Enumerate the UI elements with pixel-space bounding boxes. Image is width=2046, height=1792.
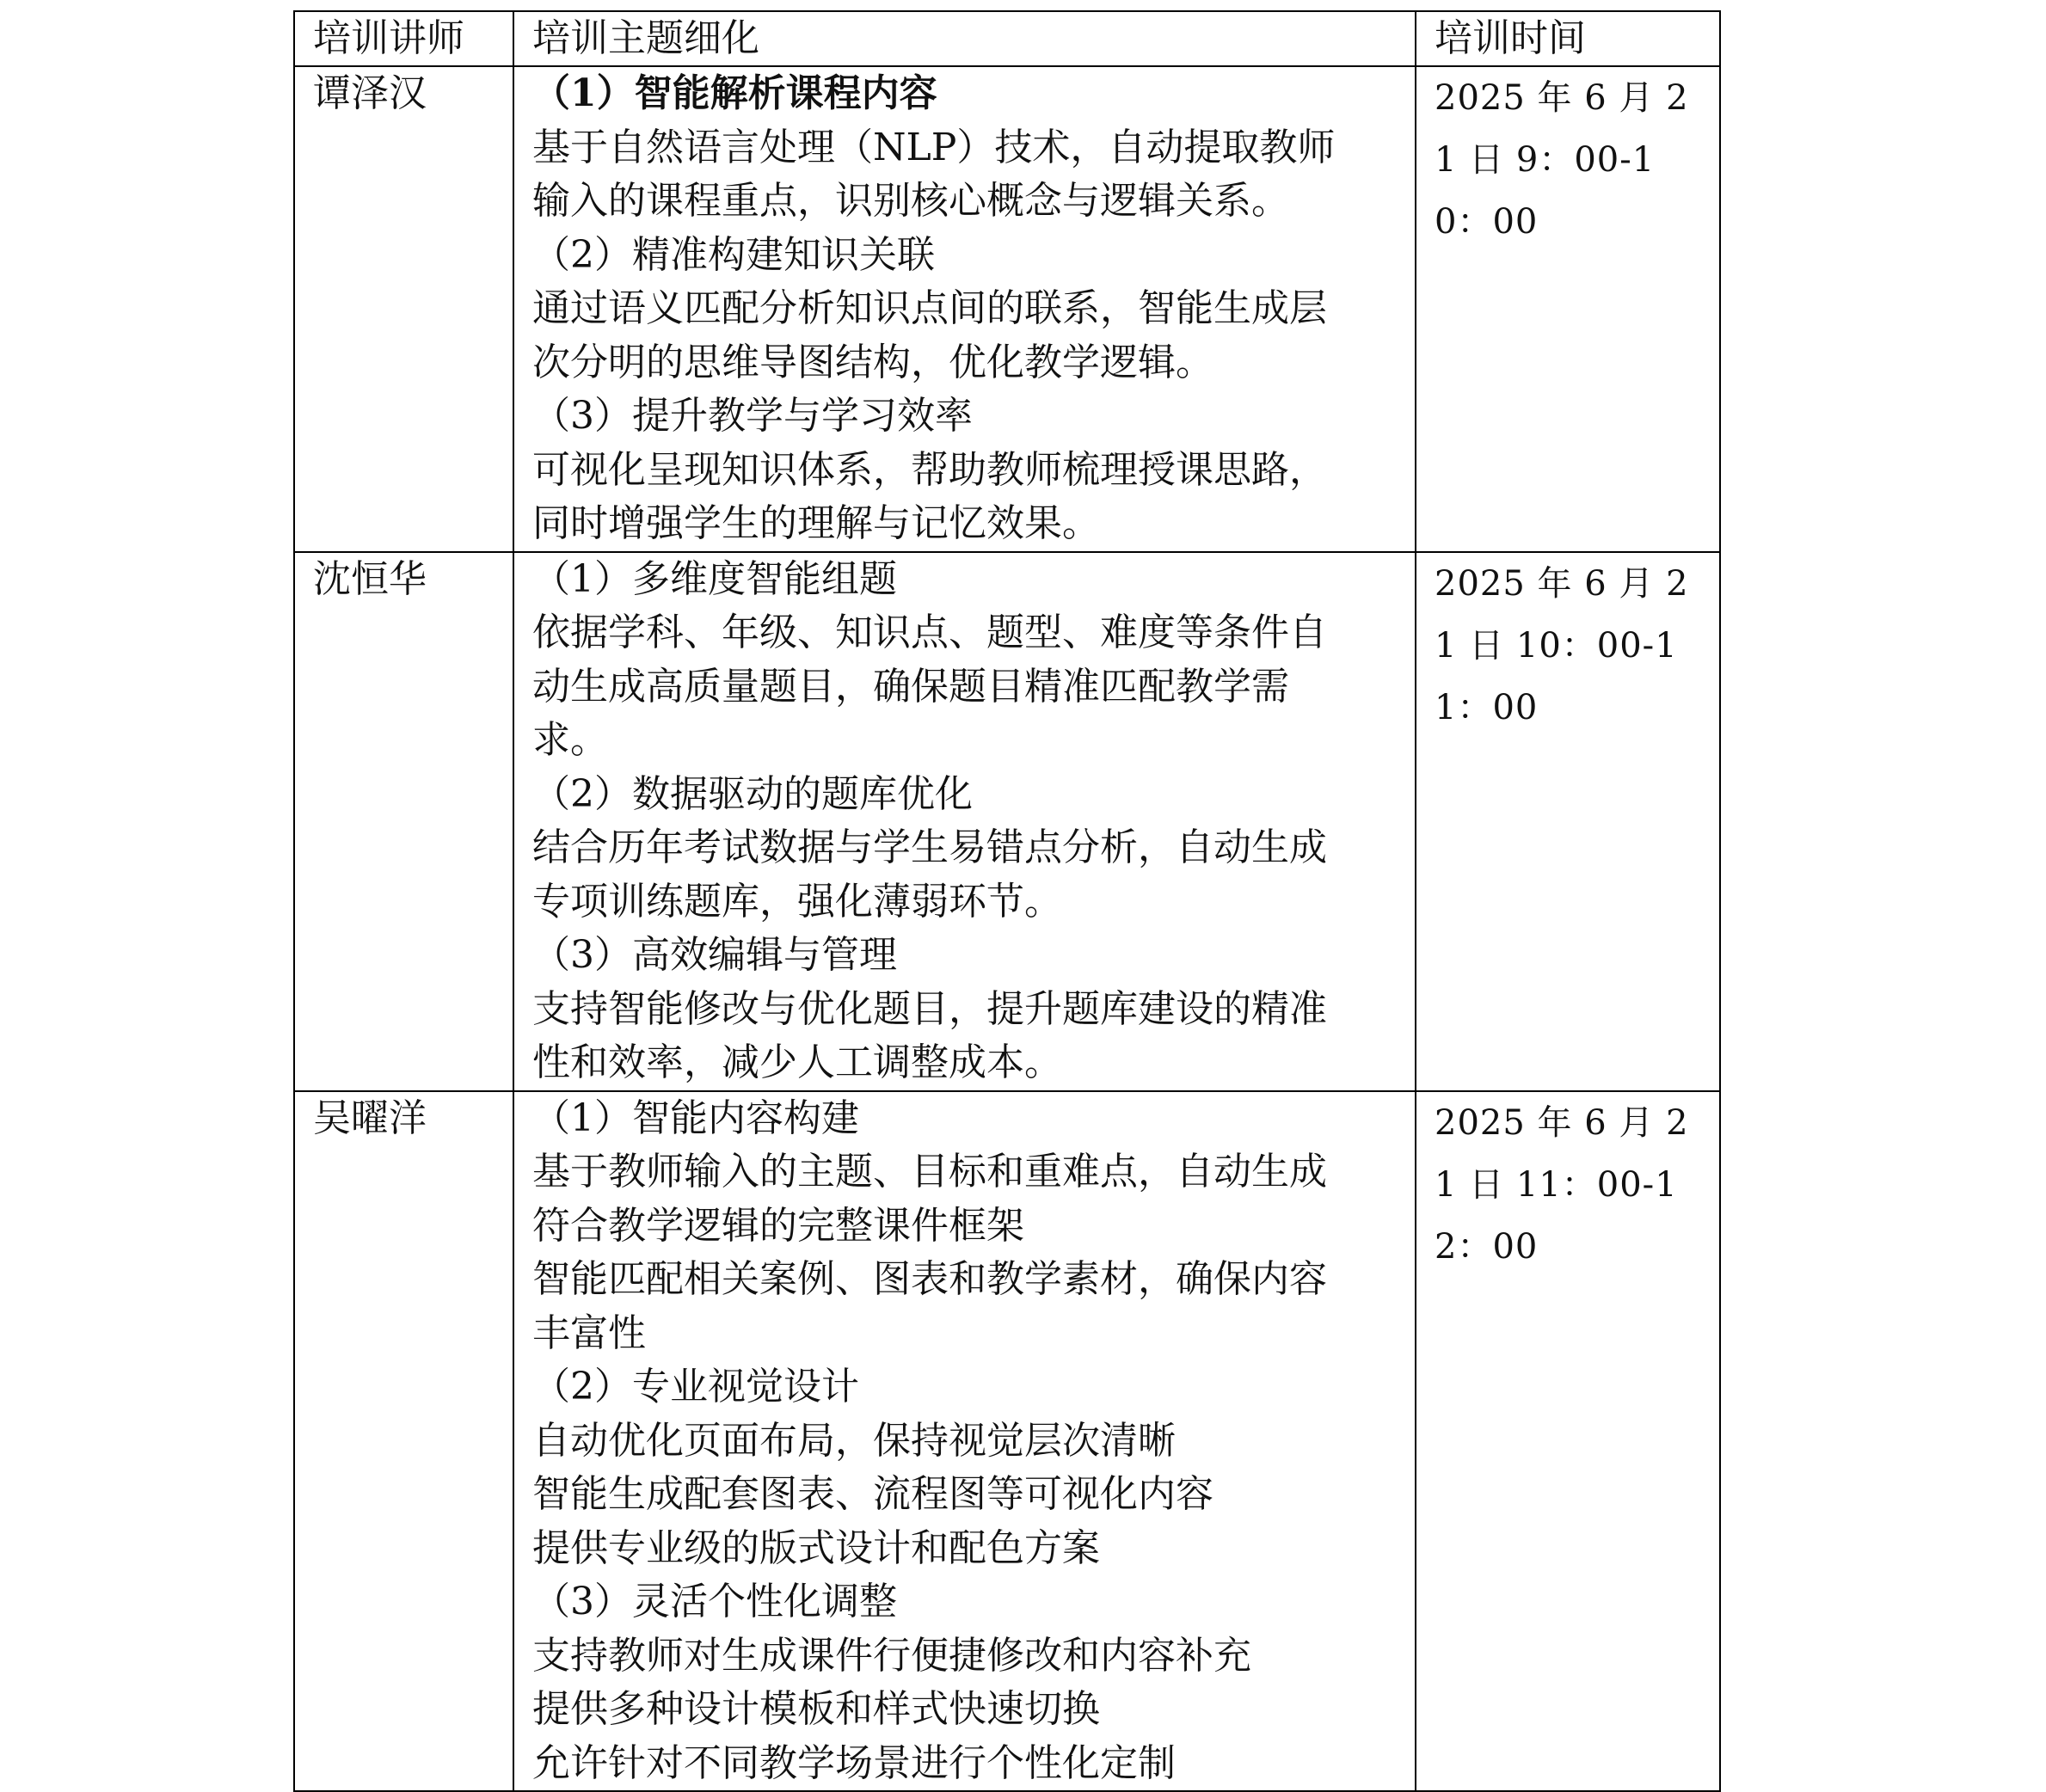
topic-line: 专项训练题库，强化薄弱环节。 — [532, 879, 1062, 924]
section-heading: （1）智能内容构建 — [532, 1095, 859, 1140]
trainer-name: 吴曜洋 — [294, 1091, 513, 1792]
topic-details — [513, 552, 1416, 1091]
trainer-name: 沈恒华 — [294, 552, 513, 1091]
table-header-row — [294, 11, 1720, 66]
section-heading: （2）数据驱动的题库优化 — [532, 771, 973, 816]
training-time-text: 2025 年 6 月 21 日 9：00-10：00 — [1435, 78, 1689, 242]
header-time: 培训时间 — [1416, 11, 1720, 66]
topic-line: 同时增强学生的理解与记忆效果。 — [532, 501, 1100, 545]
section-heading: （2）专业视觉设计 — [532, 1365, 859, 1408]
topic-line: 符合教学逻辑的完整课件框架 — [532, 1203, 1024, 1248]
topic-line: 基于自然语言处理（NLP）技术，自动提取教师 — [532, 125, 1336, 169]
topic-line: 允许针对不同教学场景进行个性化定制 — [532, 1740, 1176, 1785]
section-heading: （1）智能解析课程内容 — [532, 71, 937, 115]
training-time — [1416, 66, 1720, 552]
training-time-text: 2025 年 6 月 21 日 10：00-11：00 — [1435, 563, 1689, 727]
topic-line: 次分明的思维导图结构，优化教学逻辑。 — [532, 340, 1213, 384]
table-row — [294, 66, 1720, 552]
topic-line: 智能生成配套图表、流程图等可视化内容 — [532, 1472, 1213, 1516]
section-heading: （3）高效编辑与管理 — [532, 933, 897, 977]
header-topic: 培训主题细化 — [513, 11, 1416, 66]
topic-line: 自动优化页面布局，保持视觉层次清晰 — [532, 1418, 1176, 1463]
topic-line: 基于教师输入的主题、目标和重难点，自动生成 — [532, 1150, 1327, 1194]
trainer-name: 谭泽汉 — [294, 66, 513, 552]
topic-line: 可视化呈现知识体系，帮助教师梳理授课思路， — [532, 447, 1327, 492]
section-heading: （2）精准构建知识关联 — [532, 232, 935, 277]
topic-line: 通过语义匹配分析知识点间的联系，智能生成层 — [532, 286, 1327, 330]
header-trainer: 培训讲师 — [294, 11, 513, 66]
section-heading: （1）多维度智能组题 — [532, 556, 897, 601]
topic-line: 支持教师对生成课件行便捷修改和内容补充 — [532, 1633, 1251, 1678]
topic-line: 输入的课程重点，识别核心概念与逻辑关系。 — [532, 179, 1289, 223]
training-time — [1416, 1091, 1720, 1792]
topic-line: 提供多种设计模板和样式快速切换 — [532, 1687, 1100, 1731]
section-heading: （3）提升教学与学习效率 — [532, 394, 973, 438]
topic-line: 依据学科、年级、知识点、题型、难度等条件自 — [532, 611, 1327, 654]
topic-line: 智能匹配相关案例、图表和教学素材，确保内容 — [532, 1257, 1327, 1301]
topic-line: 结合历年考试数据与学生易错点分析，自动生成 — [532, 825, 1327, 869]
training-schedule-table — [293, 10, 1721, 1792]
topic-details — [513, 66, 1416, 552]
topic-line: 支持智能修改与优化题目，提升题库建设的精准 — [532, 986, 1327, 1031]
table-row — [294, 1091, 1720, 1792]
section-heading: （3）灵活个性化调整 — [532, 1580, 897, 1623]
training-time-text: 2025 年 6 月 21 日 11：00-12：00 — [1435, 1102, 1689, 1267]
topic-line: 求。 — [532, 718, 608, 762]
topic-line: 提供专业级的版式设计和配色方案 — [532, 1525, 1100, 1570]
topic-details — [513, 1091, 1416, 1792]
topic-line: 性和效率，减少人工调整成本。 — [532, 1040, 1062, 1084]
topic-line: 动生成高质量题目，确保题目精准匹配教学需 — [532, 664, 1289, 709]
table-row — [294, 552, 1720, 1091]
topic-line: 丰富性 — [532, 1310, 646, 1355]
training-time — [1416, 552, 1720, 1091]
